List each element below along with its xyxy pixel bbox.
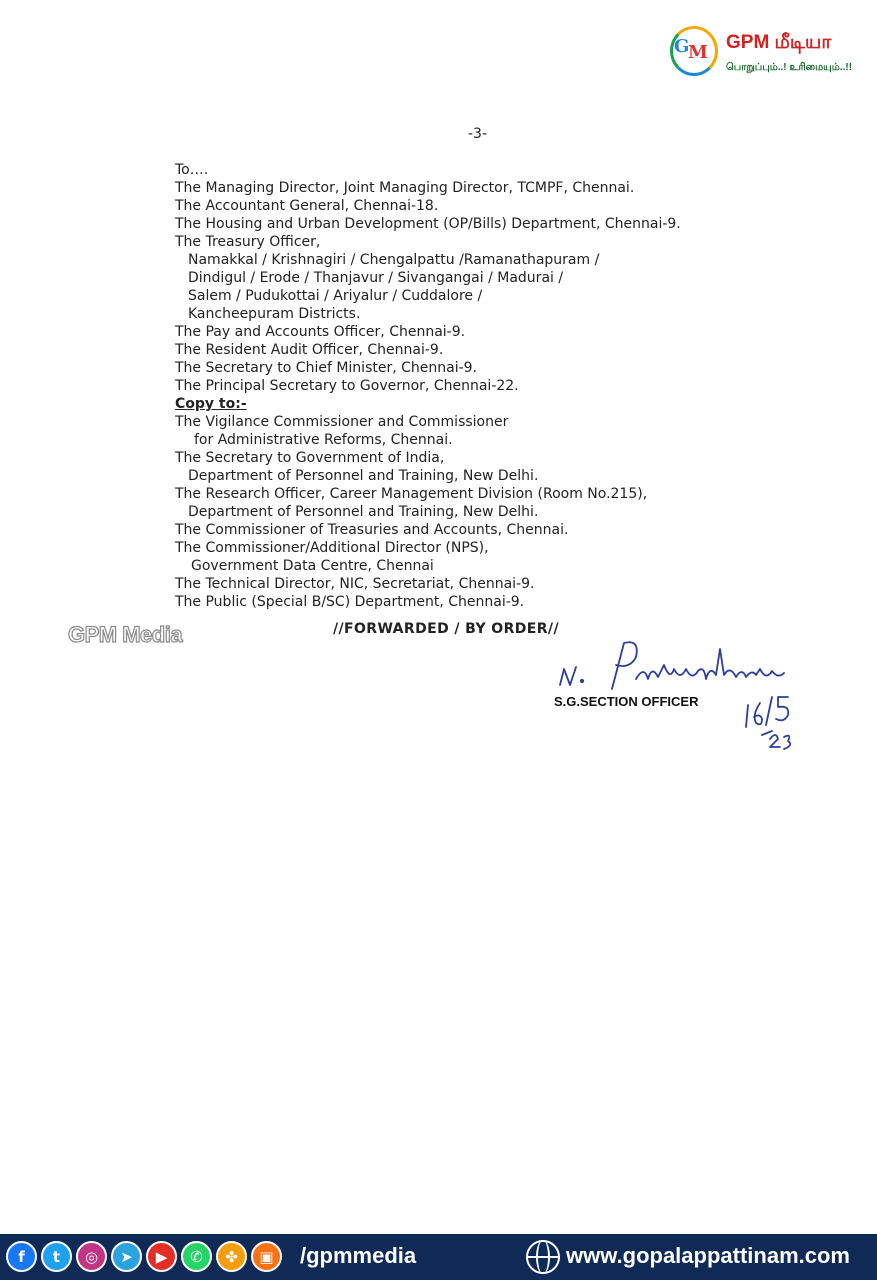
list-item: The Vigilance Commissioner and Commissioner (175, 414, 509, 430)
list-item: The Commissioner/Additional Director (NPS), (175, 540, 489, 556)
list-item-continuation: for Administrative Reforms, Chennai. (194, 432, 453, 448)
chat-icon[interactable]: ▣ (251, 1241, 282, 1272)
list-item: The Secretary to Government of India, (175, 450, 445, 466)
logo-tagline: பொறுப்பும்..! உரிமையும்..!! (726, 62, 853, 73)
list-item: The Resident Audit Officer, Chennai-9. (175, 342, 444, 358)
logo-brand-text: GPM மீடியா (726, 32, 832, 53)
distribution-list (175, 161, 775, 611)
website-link[interactable]: www.gopalappattinam.com (566, 1243, 850, 1268)
list-item-continuation: Salem / Pudukottai / Ariyalur / Cuddalore / (188, 288, 483, 304)
logo-initial-m: M (688, 42, 708, 63)
list-item: The Treasury Officer, (175, 234, 321, 250)
copy-to-heading: Copy to:- (175, 396, 247, 412)
youtube-icon[interactable]: ▶ (146, 1241, 177, 1272)
page-number: -3- (468, 126, 488, 142)
list-item-continuation: Government Data Centre, Chennai (191, 558, 434, 574)
telegram-icon[interactable]: ➤ (111, 1241, 142, 1272)
facebook-icon[interactable]: f (6, 1241, 37, 1272)
instagram-icon[interactable]: ◎ (76, 1241, 107, 1272)
list-item: The Managing Director, Joint Managing Director, TCMPF, Chennai. (175, 180, 635, 196)
gpm-media-watermark: GPM Media (68, 622, 183, 647)
list-item: The Pay and Accounts Officer, Chennai-9. (175, 324, 466, 340)
apps-icon[interactable]: ✤ (216, 1241, 247, 1272)
list-item: The Principal Secretary to Governor, Chennai-22. (175, 378, 519, 394)
list-item: The Accountant General, Chennai-18. (175, 198, 439, 214)
list-item-continuation: Department of Personnel and Training, New Delhi. (188, 468, 539, 484)
section-officer-designation: S.G.SECTION OFFICER (554, 694, 699, 709)
list-item: The Technical Director, NIC, Secretariat, Chennai-9. (175, 576, 535, 592)
forwarded-by-order: //FORWARDED / BY ORDER// (333, 621, 559, 637)
list-item-continuation: Dindigul / Erode / Thanjavur / Sivangangai / Madurai / (188, 270, 564, 286)
list-item: The Secretary to Chief Minister, Chennai-9. (175, 360, 478, 376)
footer-bar (0, 1234, 877, 1280)
twitter-icon[interactable]: t (41, 1241, 72, 1272)
list-item: The Public (Special B/SC) Department, Chennai-9. (175, 594, 525, 610)
list-item: The Housing and Urban Development (OP/Bills) Department, Chennai-9. (175, 216, 681, 232)
list-item-continuation: Kancheepuram Districts. (188, 306, 361, 322)
list-item-continuation: Department of Personnel and Training, New Delhi. (188, 504, 539, 520)
whatsapp-icon[interactable]: ✆ (181, 1241, 212, 1272)
to-heading: To…. (175, 162, 209, 178)
list-item: The Research Officer, Career Management Division (Room No.215), (175, 486, 648, 502)
gpm-media-logo (668, 22, 853, 84)
logo-initial-g: G (674, 36, 690, 57)
globe-icon (526, 1240, 560, 1274)
social-handle[interactable]: /gpmmedia (300, 1243, 417, 1268)
list-item: The Commissioner of Treasuries and Accounts, Chennai. (175, 522, 569, 538)
social-icons (6, 1241, 282, 1272)
list-item-continuation: Namakkal / Krishnagiri / Chengalpattu /Ramanathapuram / (188, 252, 600, 268)
